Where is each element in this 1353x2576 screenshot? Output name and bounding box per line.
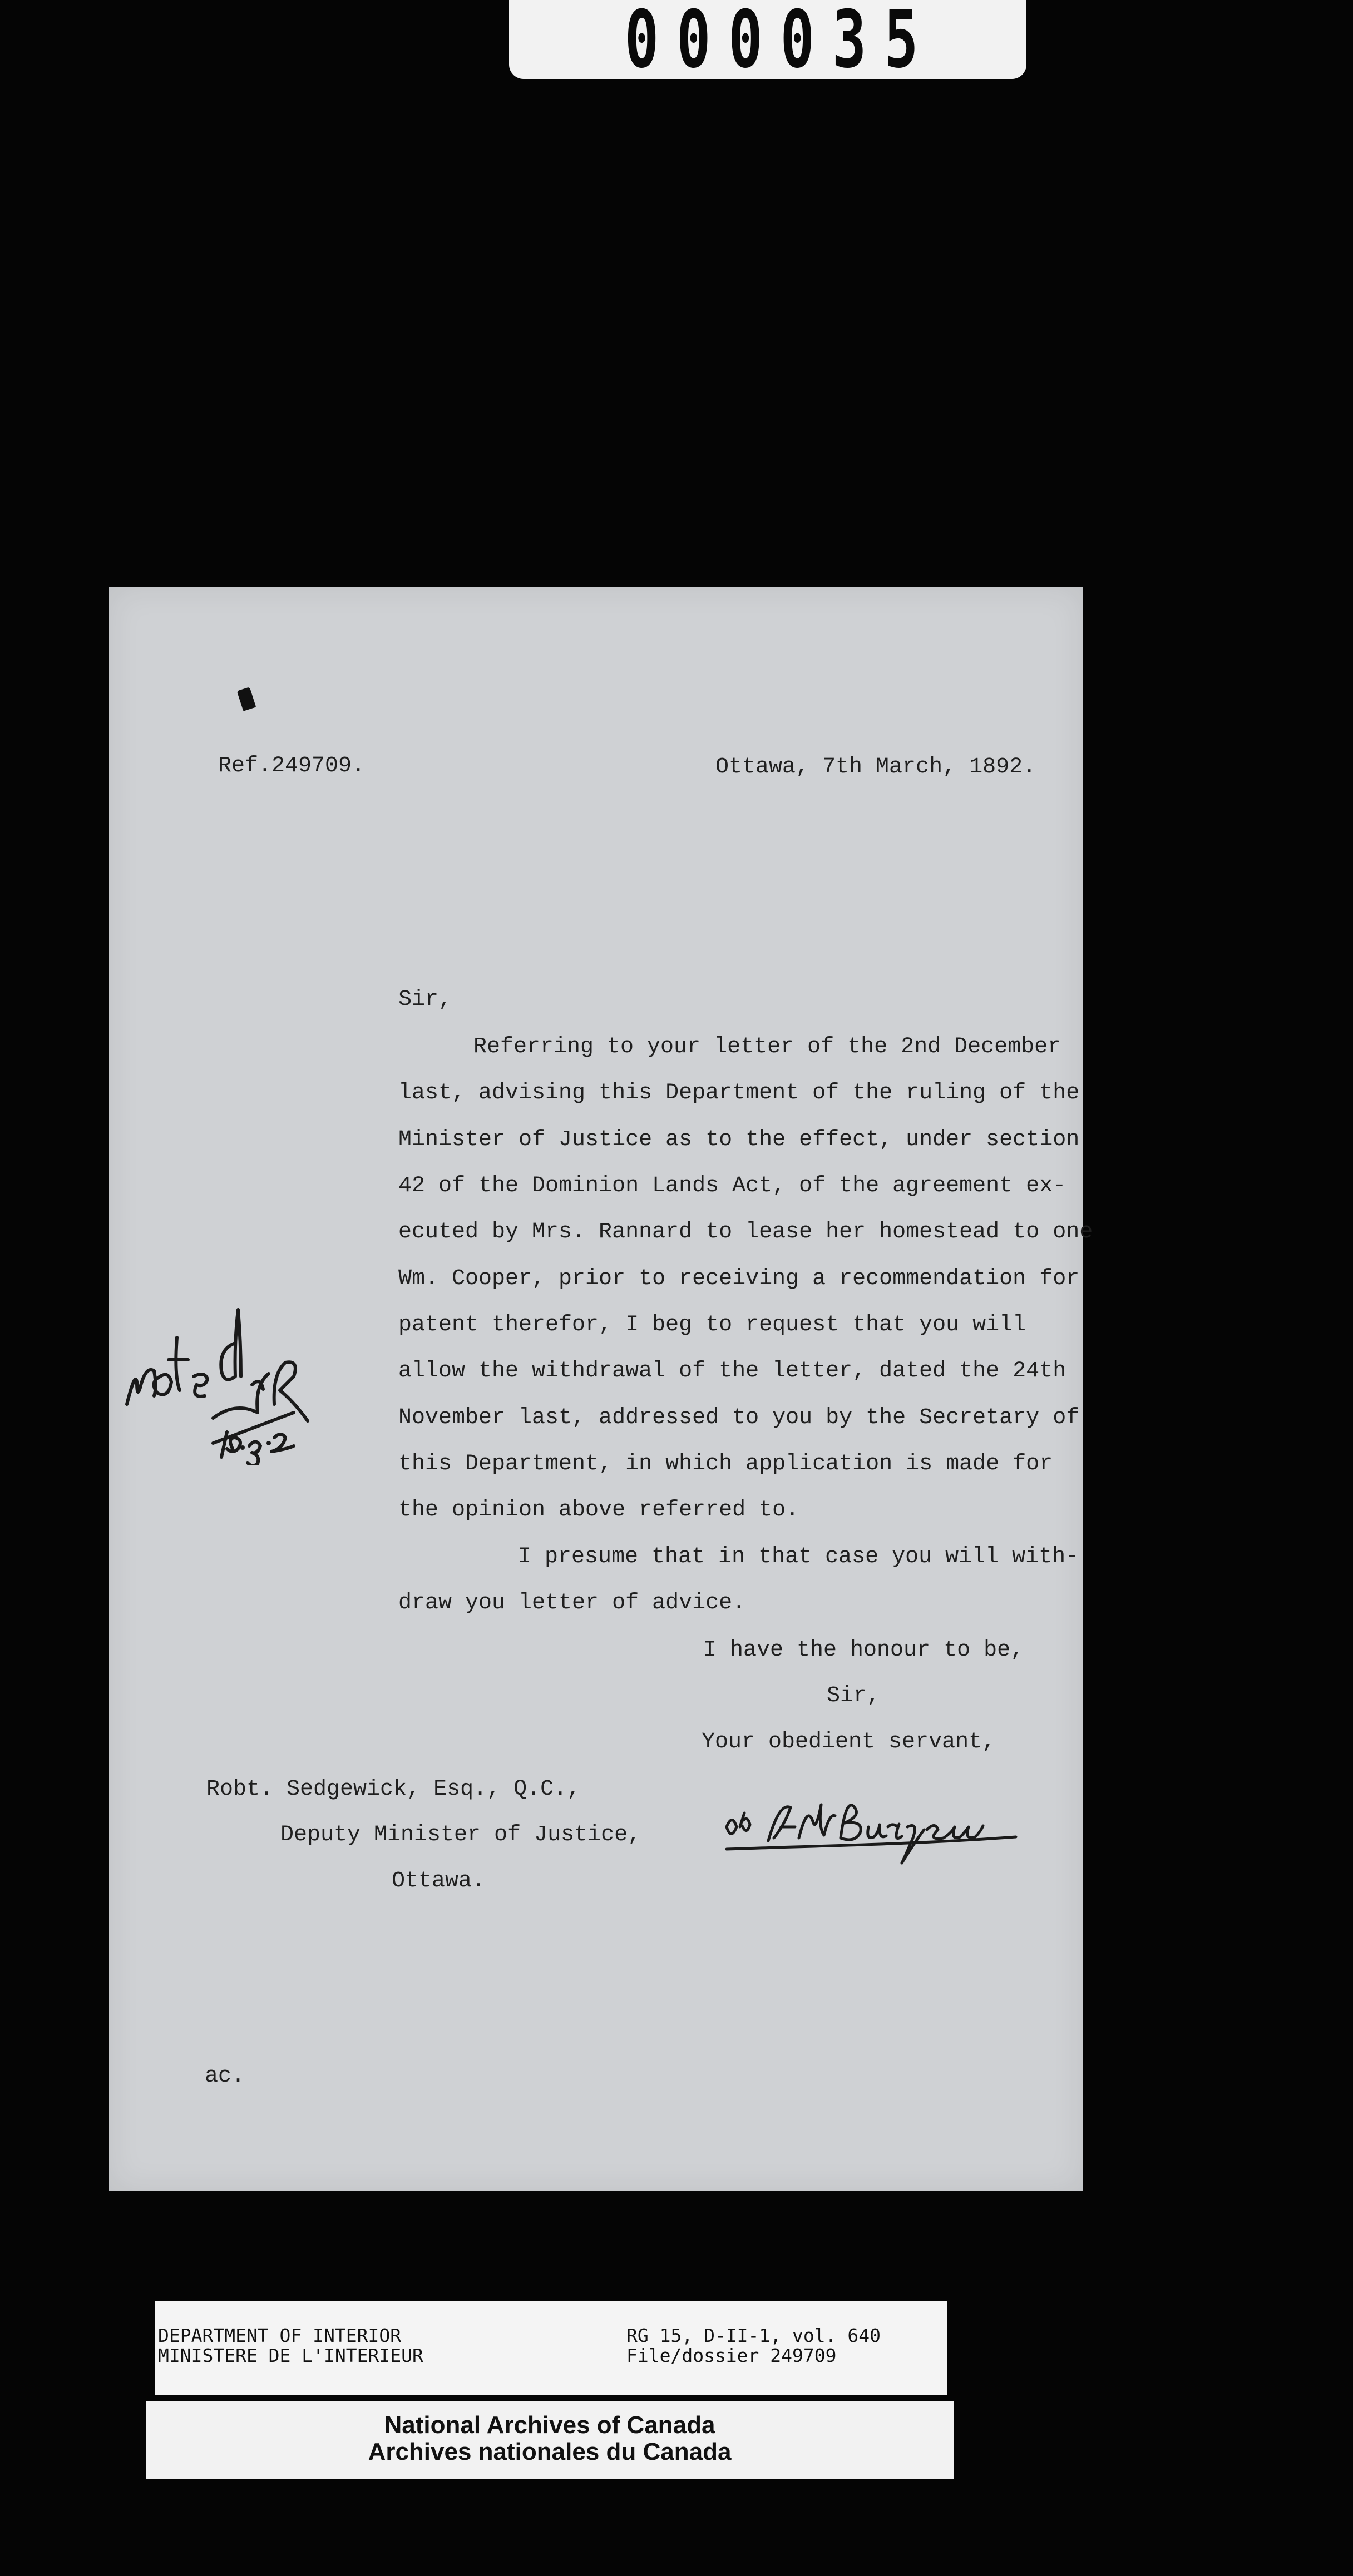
salutation: Sir, (398, 987, 452, 1012)
body-line: patent therefor, I beg to request that you will (398, 1312, 1026, 1337)
archive-banner (146, 2401, 954, 2479)
closing-line: I have the honour to be, (703, 1638, 1024, 1663)
department-fr: MINISTERE DE L'INTERIEUR (158, 2345, 423, 2366)
punch-mark (237, 687, 256, 711)
body-line: November last, addressed to you by the Secretary of (398, 1405, 1080, 1430)
archive-reference-label (155, 2301, 947, 2395)
reference-number: Ref.249709. (218, 754, 366, 779)
addressee-city: Ottawa. (392, 1869, 486, 1894)
body-line: ecuted by Mrs. Rannard to lease her homestead to one (398, 1220, 1093, 1245)
body-line: allow the withdrawal of the letter, dated the 24th (398, 1359, 1066, 1384)
letter-page (109, 587, 1093, 2191)
letter-date: Ottawa, 7th March, 1892. (715, 755, 1036, 780)
addressee-title: Deputy Minister of Justice, (280, 1822, 641, 1847)
closing-line: Sir, (827, 1683, 881, 1708)
body-line: last, advising this Department of the ruling of the (398, 1081, 1080, 1106)
body-line: I presume that in that case you will with- (518, 1544, 1079, 1569)
archive-name-fr: Archives nationales du Canada (368, 2438, 732, 2465)
body-line: draw you letter of advice. (398, 1591, 746, 1616)
department-en: DEPARTMENT OF INTERIOR (158, 2325, 402, 2346)
body-line: Referring to your letter of the 2nd December (473, 1034, 1061, 1059)
frame-number: 000035 (624, 0, 936, 86)
frame-number-label (509, 0, 1026, 86)
signature-drawing (715, 1794, 1027, 1866)
archive-name-en: National Archives of Canada (384, 2411, 715, 2439)
handwritten-note (116, 1282, 349, 1465)
body-line: Minister of Justice as to the effect, under section (398, 1127, 1080, 1152)
body-line: this Department, in which application is made for (398, 1452, 1053, 1477)
signature (715, 1794, 1027, 1866)
body-line: the opinion above referred to. (398, 1498, 799, 1523)
body-line: 42 of the Dominion Lands Act, of the agreement ex- (398, 1173, 1066, 1198)
addressee-name: Robt. Sedgewick, Esq., Q.C., (206, 1777, 581, 1802)
file-number: File/dossier 249709 (626, 2345, 837, 2366)
closing-line: Your obedient servant, (702, 1730, 996, 1755)
record-group: RG 15, D-II-1, vol. 640 (626, 2325, 881, 2346)
typist-initials: ac. (205, 2064, 245, 2089)
handwritten-note-drawing (116, 1282, 349, 1465)
body-line: Wm. Cooper, prior to receiving a recommendation for (398, 1266, 1080, 1291)
